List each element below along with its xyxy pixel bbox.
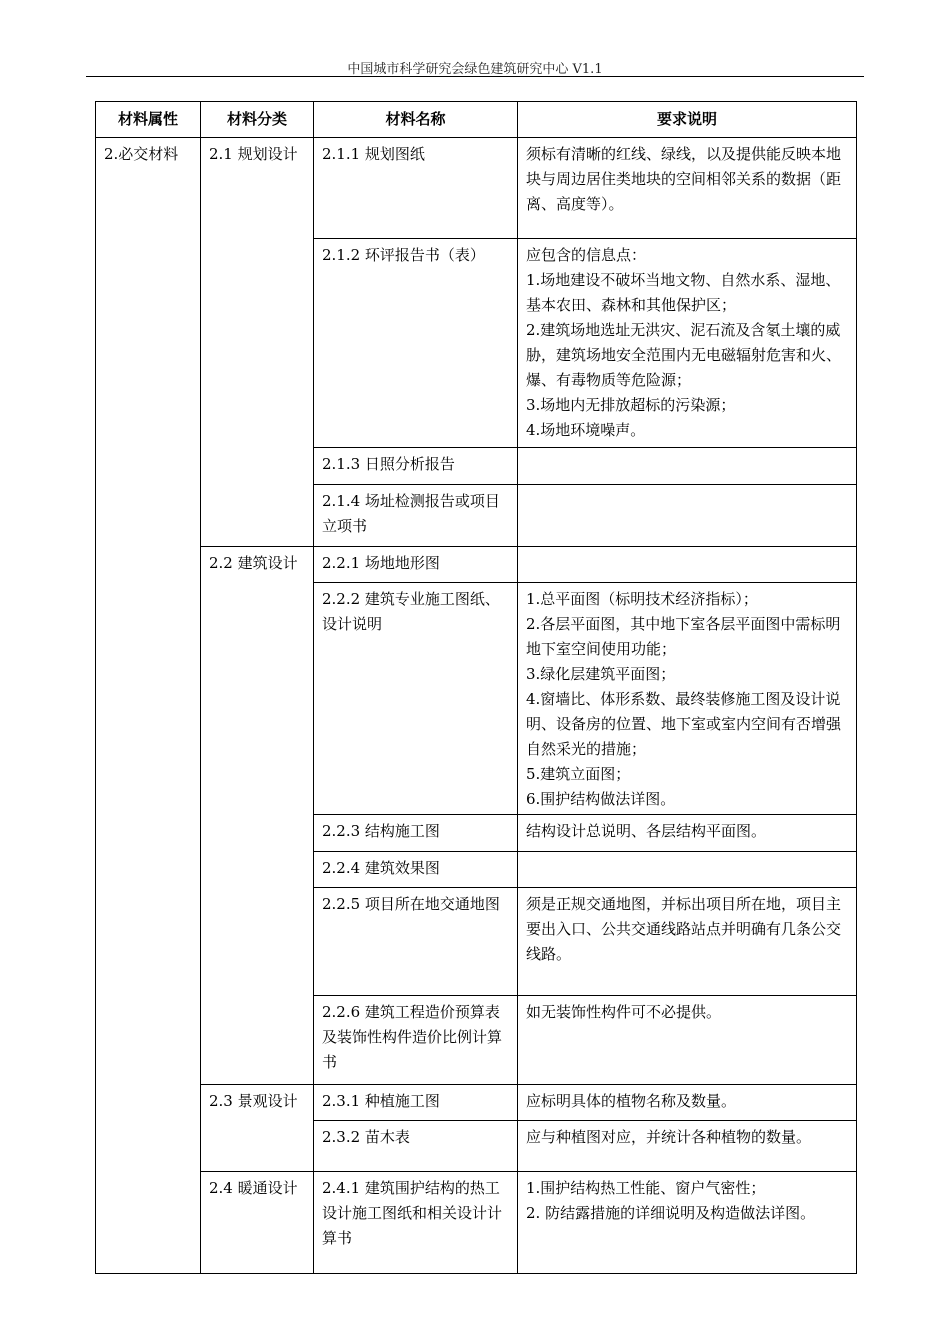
requirement-line: 6.围护结构做法详图。 (526, 790, 676, 808)
requirement-line: 1.围护结构热工性能、窗户气密性； (526, 1179, 766, 1197)
requirement-line: 须标有清晰的红线、绿线，以及提供能反映本地块与周边居住类地块的空间相邻关系的数据（距离、高度等）。 (526, 145, 842, 213)
material-name-cell: 2.3.2 苗木表 (314, 1121, 518, 1172)
material-name-cell: 2.1.1 规划图纸 (314, 138, 518, 239)
material-name-cell: 2.2.6 建筑工程造价预算表及装饰性构件造价比例计算书 (314, 996, 518, 1085)
requirement-line: 5.建筑立面图； (526, 765, 631, 783)
table-row (96, 547, 857, 583)
requirement-cell (518, 485, 857, 547)
page-header: 中国城市科学研究会绿色建筑研究中心 V1.1 (347, 62, 603, 77)
header-rule (86, 76, 864, 77)
table-row (96, 138, 857, 239)
requirement-cell (518, 1085, 857, 1121)
table-body (96, 138, 857, 1274)
requirement-line: 应标明具体的植物名称及数量。 (526, 1092, 737, 1110)
requirement-line: 应与种植图对应，并统计各种植物的数量。 (526, 1128, 812, 1146)
table-header-row (96, 102, 857, 138)
material-name-cell: 2.2.2 建筑专业施工图纸、设计说明 (314, 583, 518, 815)
requirement-line: 结构设计总说明、各层结构平面图。 (526, 822, 767, 840)
material-category-cell: 2.4 暖通设计 (201, 1172, 314, 1274)
column-header: 材料分类 (201, 102, 314, 138)
requirement-line: 2.各层平面图，其中地下室各层平面图中需标明地下室空间使用功能； (526, 615, 841, 658)
requirement-line: 1.总平面图（标明技术经济指标）； (526, 590, 758, 608)
requirement-cell (518, 583, 857, 815)
requirement-cell (518, 547, 857, 583)
material-name-cell: 2.1.4 场址检测报告或项目立项书 (314, 485, 518, 547)
material-name-cell: 2.2.3 结构施工图 (314, 815, 518, 852)
requirement-cell (518, 852, 857, 888)
requirement-cell (518, 1172, 857, 1274)
materials-table (95, 101, 857, 1274)
requirement-cell (518, 888, 857, 996)
requirement-cell (518, 239, 857, 448)
material-name-cell: 2.3.1 种植施工图 (314, 1085, 518, 1121)
requirement-cell (518, 815, 857, 852)
requirement-cell (518, 448, 857, 485)
requirement-cell (518, 138, 857, 239)
material-name-cell: 2.2.4 建筑效果图 (314, 852, 518, 888)
requirement-line: 2. 防结露措施的详细说明及构造做法详图。 (526, 1204, 816, 1222)
requirement-line: 1.场地建设不破坏当地文物、自然水系、湿地、基本农田、森林和其他保护区； (526, 271, 841, 314)
requirement-cell (518, 996, 857, 1085)
requirement-line: 4.场地环境噪声。 (526, 421, 646, 439)
requirement-line: 2.建筑场地选址无洪灾、泥石流及含氡土壤的威胁，建筑场地安全范围内无电磁辐射危害和火、爆、有毒物质等危险源； (526, 321, 842, 389)
requirement-cell (518, 1121, 857, 1172)
requirement-line: 3.绿化层建筑平面图； (526, 665, 676, 683)
material-name-cell: 2.1.3 日照分析报告 (314, 448, 518, 485)
requirement-line: 4.窗墙比、体形系数、最终装修施工图及设计说明、设备房的位置、地下室或室内空间有否增强自然采光的措施； (526, 690, 842, 758)
table-row (96, 1172, 857, 1274)
requirement-line: 应包含的信息点： (526, 246, 647, 264)
material-name-cell: 2.2.1 场地地形图 (314, 547, 518, 583)
column-header: 要求说明 (518, 102, 857, 138)
requirement-line: 须是正规交通地图，并标出项目所在地，项目主要出入口、公共交通线路站点并明确有几条公交线路。 (526, 895, 842, 963)
material-category-cell: 2.3 景观设计 (201, 1085, 314, 1172)
table-row (96, 1085, 857, 1121)
requirement-line: 3.场地内无排放超标的污染源； (526, 396, 736, 414)
material-name-cell: 2.2.5 项目所在地交通地图 (314, 888, 518, 996)
column-header: 材料名称 (314, 102, 518, 138)
material-name-cell: 2.1.2 环评报告书（表） (314, 239, 518, 448)
material-attribute-cell: 2.必交材料 (96, 138, 201, 1274)
column-header: 材料属性 (96, 102, 201, 138)
material-category-cell: 2.1 规划设计 (201, 138, 314, 547)
requirement-line: 如无装饰性构件可不必提供。 (526, 1003, 722, 1021)
material-category-cell: 2.2 建筑设计 (201, 547, 314, 1085)
material-name-cell: 2.4.1 建筑围护结构的热工设计施工图纸和相关设计计算书 (314, 1172, 518, 1274)
